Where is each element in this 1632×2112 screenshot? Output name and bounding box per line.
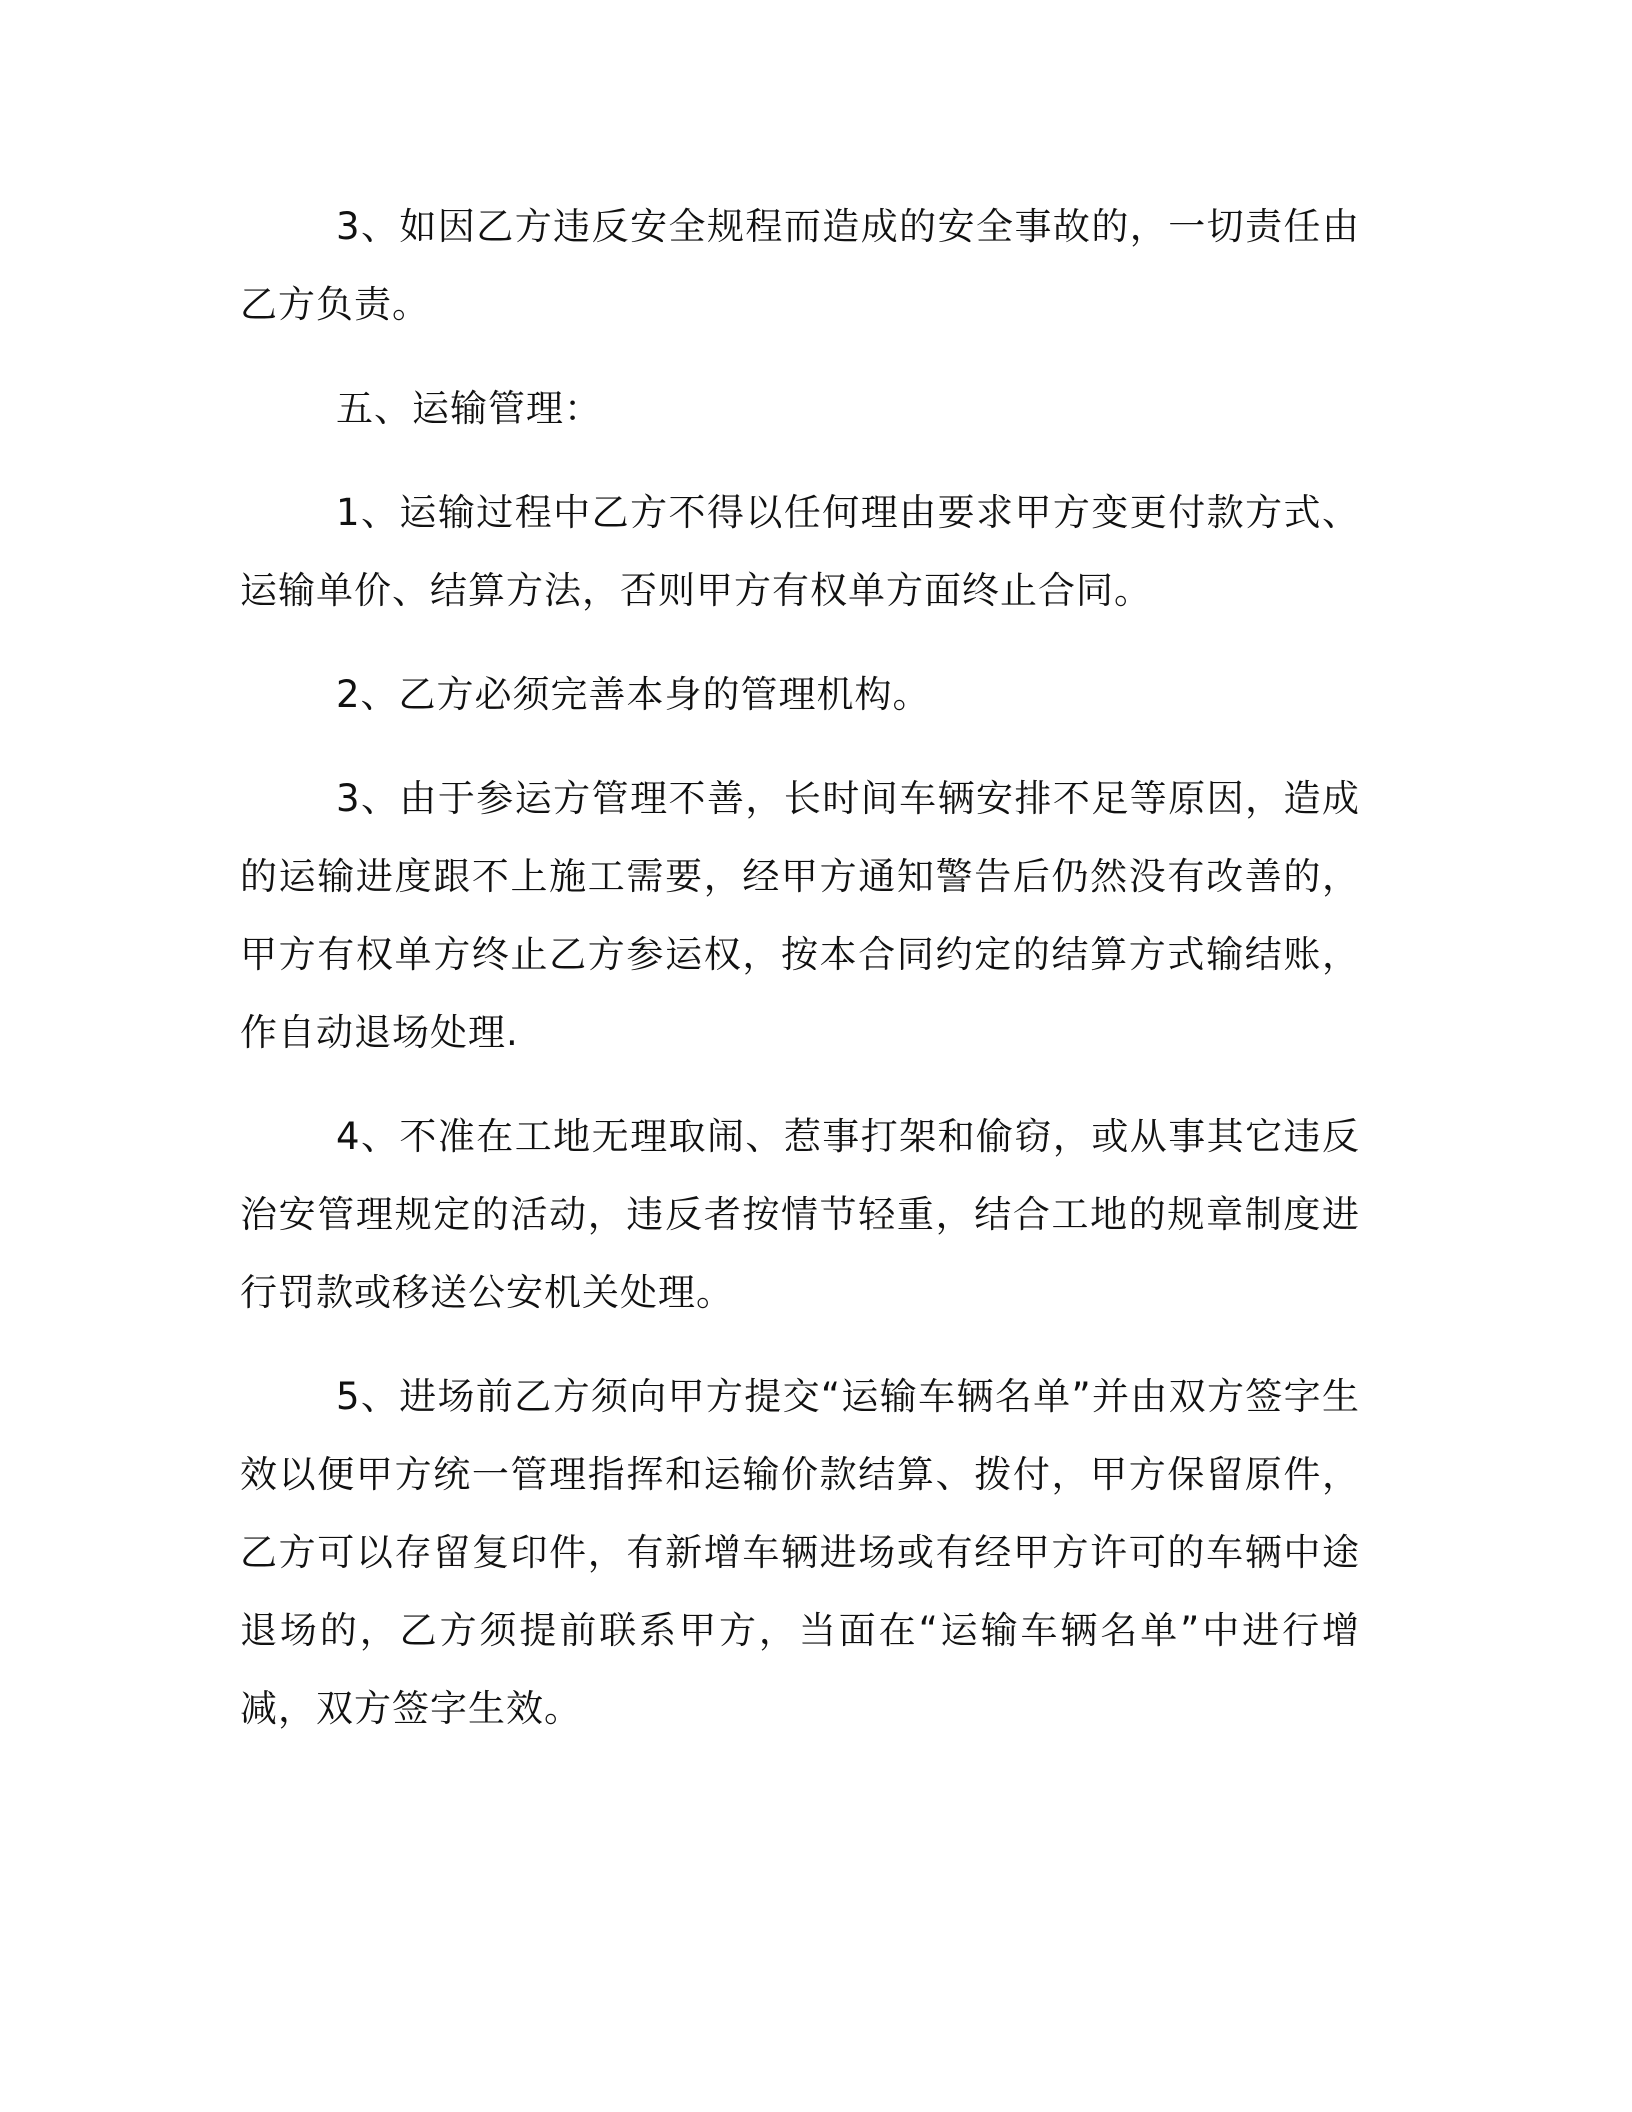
paragraph-transport-clause-1: 1、运输过程中乙方不得以任何理由要求甲方变更付款方式、运输单价、结算方法，否则甲方有权单方面终止合同。 xyxy=(240,491,1360,612)
paragraph-safety-responsibility: 3、如因乙方违反安全规程而造成的安全事故的，一切责任由乙方负责。 xyxy=(240,205,1360,326)
paragraph-transport-clause-5: 5、进场前乙方须向甲方提交“运输车辆名单”并由双方签字生效以便甲方统一管理指挥和运输价款结算、拨付，甲方保留原件，乙方可以存留复印件，有新增车辆进场或有经甲方许可的车辆中途退场的，乙方须提前联系甲方，当面在“运输车辆名单”中进行增减，双方签字生效。 xyxy=(240,1375,1360,1730)
paragraph-transport-clause-4: 4、不准在工地无理取闹、惹事打架和偷窃，或从事其它违反治安管理规定的活动，违反者按情节轻重，结合工地的规章制度进行罚款或移送公安机关处理。 xyxy=(240,1115,1360,1314)
paragraph-transport-clause-2: 2、乙方必须完善本身的管理机构。 xyxy=(336,673,931,716)
paragraph-transport-clause-3: 3、由于参运方管理不善，长时间车辆安排不足等原因，造成的运输进度跟不上施工需要，经甲方通知警告后仍然没有改善的，甲方有权单方终止乙方参运权，按本合同约定的结算方式输结账，作自动退场处理. xyxy=(240,777,1360,1054)
section-heading-transport-management: 五、运输管理： xyxy=(336,387,602,430)
document-body xyxy=(240,188,1360,1774)
